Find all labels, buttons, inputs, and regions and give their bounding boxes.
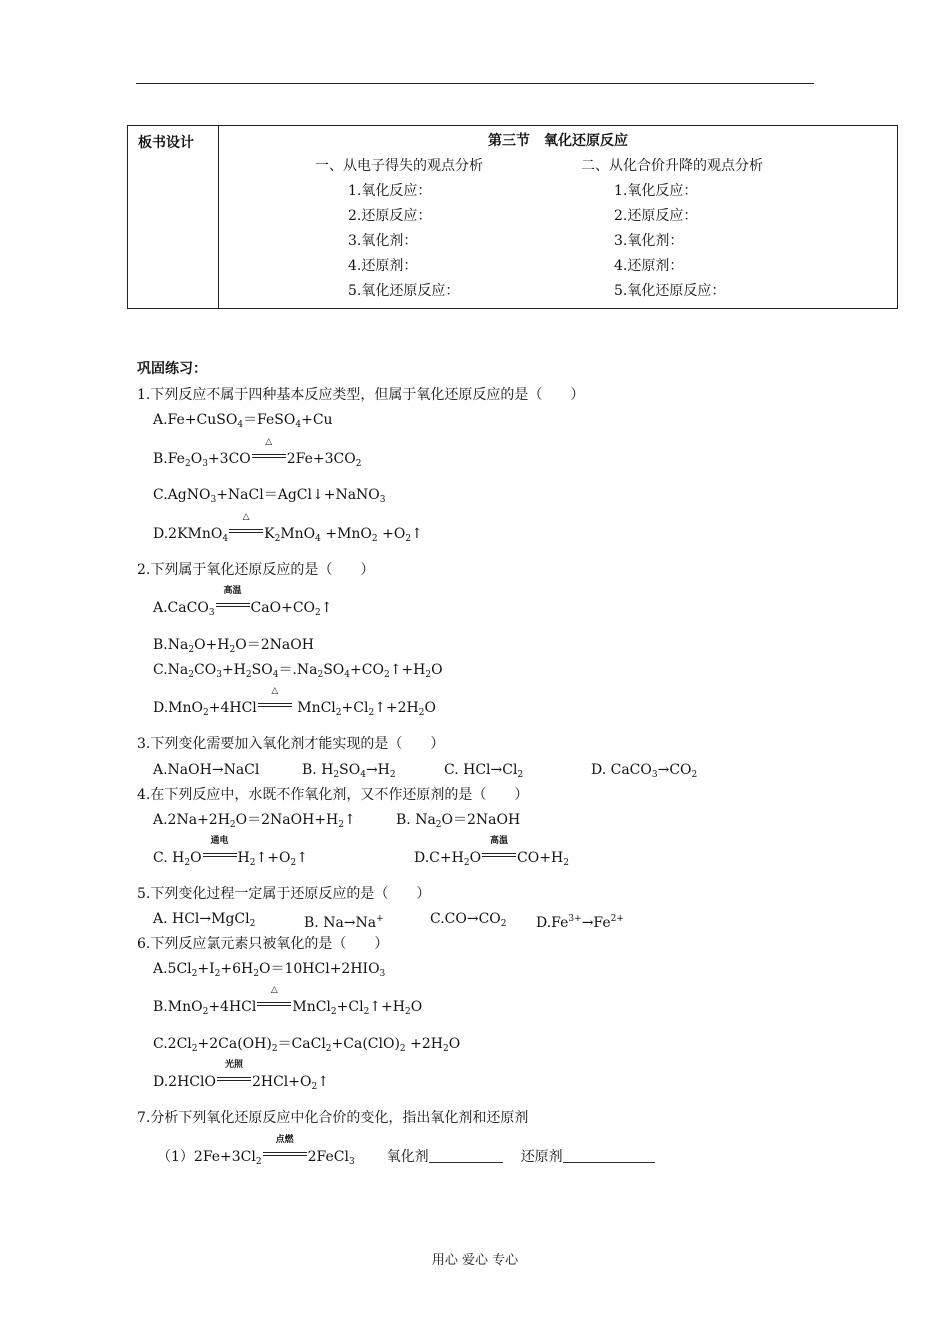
column-item: 5.氧化还原反应：	[614, 283, 726, 299]
q7-item-1: $(1)2Fe+3Cl_2$ 点燃 2FeCl$_3$ 氧化剂 还原剂	[157, 1145, 655, 1171]
q1-option-a: A.Fe+CuSO$_4$＝FeSO$_4$+Cu	[153, 412, 333, 430]
board-design-table	[127, 125, 898, 309]
question-6-stem: 6.下列反应氯元素只被氧化的是（ ）	[137, 936, 389, 952]
q6-option-c: $C.2Cl_2+2Ca(OH)_2=CaCl_2+Ca(ClO)_2 +2H_2O$	[153, 1036, 461, 1054]
q2-option-b: $B.Na_2O+H_2O=2NaOH$	[153, 637, 314, 655]
question-7-stem: 7.分析下列氧化还原反应中化合价的变化，指出氧化剂和还原剂	[137, 1110, 529, 1126]
board-label: 板书设计	[138, 135, 194, 151]
question-2-stem: 2.下列属于氧化还原反应的是（ ）	[137, 562, 375, 578]
q4-option-a: $A.2Na+2H_2O=2NaOH+H_2↑$	[153, 812, 356, 830]
reaction-condition-arrow: △	[229, 522, 263, 536]
oxidant-answer-blank[interactable]	[429, 1148, 503, 1163]
q6-option-d: D.2HClO 光照 $2HCl+O_2↑$	[153, 1060, 329, 1092]
question-4-stem: 4.在下列反应中，水既不作氧化剂，又不作还原剂的是（ ）	[137, 787, 529, 803]
column-item: 1.氧化反应：	[348, 183, 432, 199]
reaction-condition-arrow: 光照	[217, 1070, 251, 1084]
q4-option-c: C. $H_2O$ 通电 $H_2↑+O_2↑$	[153, 836, 308, 868]
header-rule	[136, 83, 814, 84]
column-item: 4.还原剂：	[614, 258, 684, 274]
q1-option-c: C.AgNO$_3$+NaCl＝AgCl↓+NaNO$_3$	[153, 487, 386, 505]
q2-option-c: $C.Na_2CO_3+H_2SO_4=.Na_2SO_4+CO_2↑+H_2O$	[153, 662, 443, 680]
reductant-label: 还原剂	[520, 1149, 563, 1165]
column-item: 4.还原剂：	[348, 258, 418, 274]
reaction-condition-arrow: 高温	[216, 596, 250, 610]
question-3-stem: 3.下列变化需要加入氧化剂才能实现的是（ ）	[137, 736, 445, 752]
q2-option-a: A.CaCO$_3$ 高温 $CaO+CO_2↑$	[153, 586, 333, 618]
reaction-condition-arrow: 点燃	[263, 1145, 307, 1159]
board-column-electron	[315, 154, 483, 304]
column-heading: 二、从化合价升降的观点分析	[581, 158, 763, 174]
q2-option-d: D.MnO$_2$+4HCl △ $MnCl_2+Cl_2↑+2H_2O$	[153, 686, 436, 718]
oxidant-label: 氧化剂	[386, 1149, 429, 1165]
q4-option-b: B. $Na_2O=2NaOH$	[396, 812, 521, 830]
q5-option-c: $C.CO\to CO_2$	[430, 911, 507, 929]
q5-option-d: $D.Fe^{3+}\to Fe^{2+}$	[536, 914, 624, 931]
column-item: 5.氧化还原反应：	[348, 283, 460, 299]
column-item: 3.氧化剂：	[614, 233, 684, 249]
page-footer: 用心 爱心 专心	[431, 1253, 519, 1268]
question-5-stem: 5.下列变化过程一定属于还原反应的是（ ）	[137, 886, 431, 902]
q4-option-d: $D.C+H_2O$ 高温 $CO+H_2$	[414, 836, 569, 868]
column-item: 2.还原反应：	[614, 208, 698, 224]
q1-option-d: D.2KMnO$_4$ △ $K_2MnO_4 +MnO_2$ $+O_2↑$	[153, 512, 423, 544]
exercise-title: 巩固练习：	[137, 361, 207, 377]
column-item: 2.还原反应：	[348, 208, 432, 224]
column-heading: 一、从电子得失的观点分析	[315, 158, 483, 174]
q3-option-a: A.NaOH→NaCl	[153, 762, 260, 778]
q3-option-c: C. $HCl\to Cl_2$	[444, 762, 524, 780]
q5-option-b: B. Na→Na+	[304, 914, 384, 931]
board-label-cell	[128, 126, 219, 309]
q6-option-a: $A.5Cl_2+I_2+6H_2O=10HCl+2HIO_3$	[153, 961, 386, 979]
q3-option-b: B. $H_2SO_4\to H_2$	[302, 762, 396, 780]
board-title: 第三节 氧化还原反应	[488, 133, 628, 149]
reaction-condition-arrow: 高温	[482, 846, 516, 860]
column-item: 1.氧化反应：	[614, 183, 698, 199]
q5-option-a: A. HCl→MgCl$_2$	[153, 911, 256, 929]
question-1-stem: 1.下列反应不属于四种基本反应类型，但属于氧化还原反应的是（ ）	[137, 387, 585, 403]
q3-option-d: D. $CaCO_3\to CO_2$	[591, 762, 698, 780]
q6-option-b: B.MnO$_2$+4HCl △ $MnCl_2+Cl_2↑+H_2O$	[153, 985, 423, 1017]
reaction-condition-arrow: △	[257, 995, 291, 1009]
reaction-condition-arrow: 通电	[203, 846, 237, 860]
reductant-answer-blank[interactable]	[563, 1148, 655, 1163]
reaction-condition-arrow: △	[252, 447, 286, 461]
column-item: 3.氧化剂：	[348, 233, 418, 249]
board-column-valence	[581, 154, 763, 304]
reaction-condition-arrow: △	[258, 696, 292, 710]
board-content-cell	[219, 126, 898, 309]
q1-option-b: $B.Fe_2O_3+3CO$ △ $2Fe+3CO_2$	[153, 437, 362, 469]
